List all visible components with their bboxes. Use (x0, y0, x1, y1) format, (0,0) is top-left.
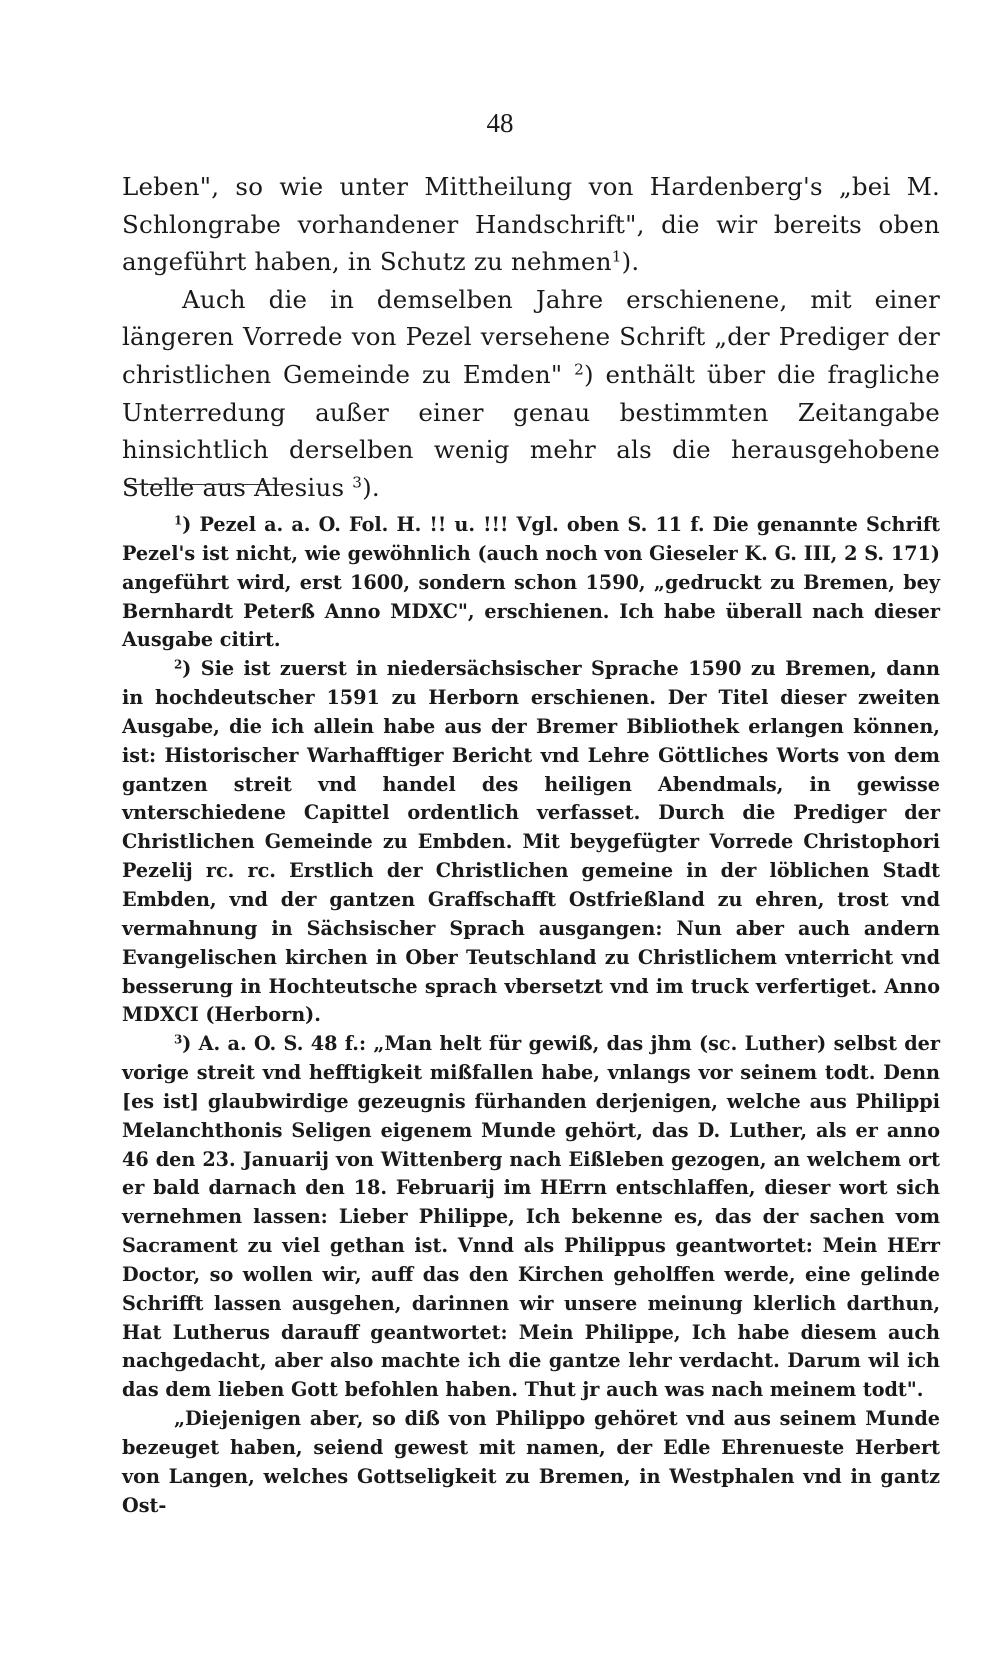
body-text: ) enthält über die fragliche Unterredung außer einer genau bestimmten Zeitangabe hinsichtlich derselben wenig mehr als die herausgehobene Stelle aus Alesius (122, 359, 940, 502)
page-number: 48 (486, 108, 514, 138)
body-text: Leben", so wie unter Mittheilung von Hardenberg's „bei M. Schlongrabe vorhandener Handschrift", die wir bereits oben angeführt haben, in Schutz zu nehmen (122, 172, 940, 277)
footnote-text: ) Sie ist zuerst in niedersächsischer Sprache 1590 zu Bremen, dann in hochdeutscher 1591 zu Herborn erschienen. Der Titel dieser zweiten Ausgabe, die ich allein habe aus der Bremer Bibliothek erlangen können, ist: Historischer Warhafftiger Bericht vnd Lehre Göttliches Worts von dem gantzen streit vnd handel des heiligen Abendmals, in gewisse vnterschiedene Capittel ordentlich verfasset. Durch die Prediger der Christlichen Gemeinde zu Embden. Mit beygefügter Vorrede Christophori Pezelij rc. rc. Erstlich der Christlichen gemeine in der löblichen Stadt Embden, vnd der gantzen Graffschafft Ostfrießland zu ehren, trost vnd vermahnung in Sächsischer Sprach ausgangen: Nun aber auch andern Evangelischen kirchen in Ober Teutschland zu Christlichem vnterricht vnd besserung in Hochteutsche sprach vbersetzt vnd im truck verfertiget. Anno MDXCI (Herborn). (122, 657, 940, 1027)
footnote-1 (122, 511, 940, 655)
body-text: Auch die in demselben Jahre erschienene, mit einer längeren Vorrede von Pezel versehene Schrift „der Prediger der christlichen Gemeinde zu Emden" (122, 284, 940, 389)
body-paragraph (122, 281, 940, 507)
footnotes (122, 511, 940, 1521)
footnote-divider (128, 484, 283, 485)
footnote-text: „Diejenigen aber, so diß von Philippo gehöret vnd aus seinem Munde bezeuget haben, seiend gewest mit namen, der Edle Ehrenueste Herbert von Langen, welches Gottseligkeit zu Bremen, in Westphalen vnd in gantz Ost- (122, 1407, 940, 1517)
footnote-text: ) A. a. O. S. 48 f.: „Man helt für gewiß, das jhm (sc. Luther) selbst der vorige streit vnd hefftigkeit mißfallen habe, vnlangs vor seinem todt. Denn [es ist] glaubwirdige gezeugnis fürhanden derjenigen, welche aus Philippi Melanchthonis Seligen eigenem Munde gehört, das D. Luther, als er anno 46 den 23. Januarij von Wittenberg nach Eißleben gezogen, an welchem ort er bald darnach den 18. Februarij im HErrn entschlaffen, dieser wort sich vernehmen lassen: Lieber Philippe, Ich bekenne es, das der sachen vom Sacrament zu viel gethan ist. Vnnd als Philippus geantwortet: Mein HErr Doctor, so wollen wir, auff das den Kirchen geholffen werde, eine gelinde Schrifft lassen ausgehen, darinnen wir unsere meinung klerlich darthun, Hat Lutherus darauff geantwortet: Mein Philippe, Ich habe diesem auch nachgedacht, aber also machte ich die gantze lehr verdacht. Darum wil ich das dem lieben Gott befohlen haben. Thut jr auch was nach meinem todt". (122, 1032, 940, 1402)
main-text (122, 168, 940, 506)
footnote-3 (122, 1030, 940, 1405)
footnote-reference: 3 (352, 473, 363, 492)
body-text: ). (362, 472, 380, 502)
footnote-3-continuation (122, 1405, 940, 1520)
footnote-marker: 3 (174, 1032, 183, 1047)
footnote-reference: 2 (574, 360, 585, 379)
body-text: ). (621, 247, 640, 277)
footnote-2 (122, 655, 940, 1030)
footnote-reference: 1 (611, 247, 622, 266)
footnote-marker: 2 (174, 657, 183, 672)
body-paragraph (122, 168, 940, 281)
footnote-text: ) Pezel a. a. O. Fol. H. !! u. !!! Vgl. oben S. 11 f. Die genannte Schrift Pezel's ist nicht, wie gewöhnlich (auch noch von Gieseler K. G. III, 2 S. 171) angeführt wird, erst 1600, sondern schon 1590, „gedruckt zu Bremen, bey Bernhardt Peterß Anno MDXC", erschienen. Ich habe überall nach dieser Ausgabe citirt. (122, 513, 940, 652)
footnote-marker: 1 (174, 513, 183, 528)
